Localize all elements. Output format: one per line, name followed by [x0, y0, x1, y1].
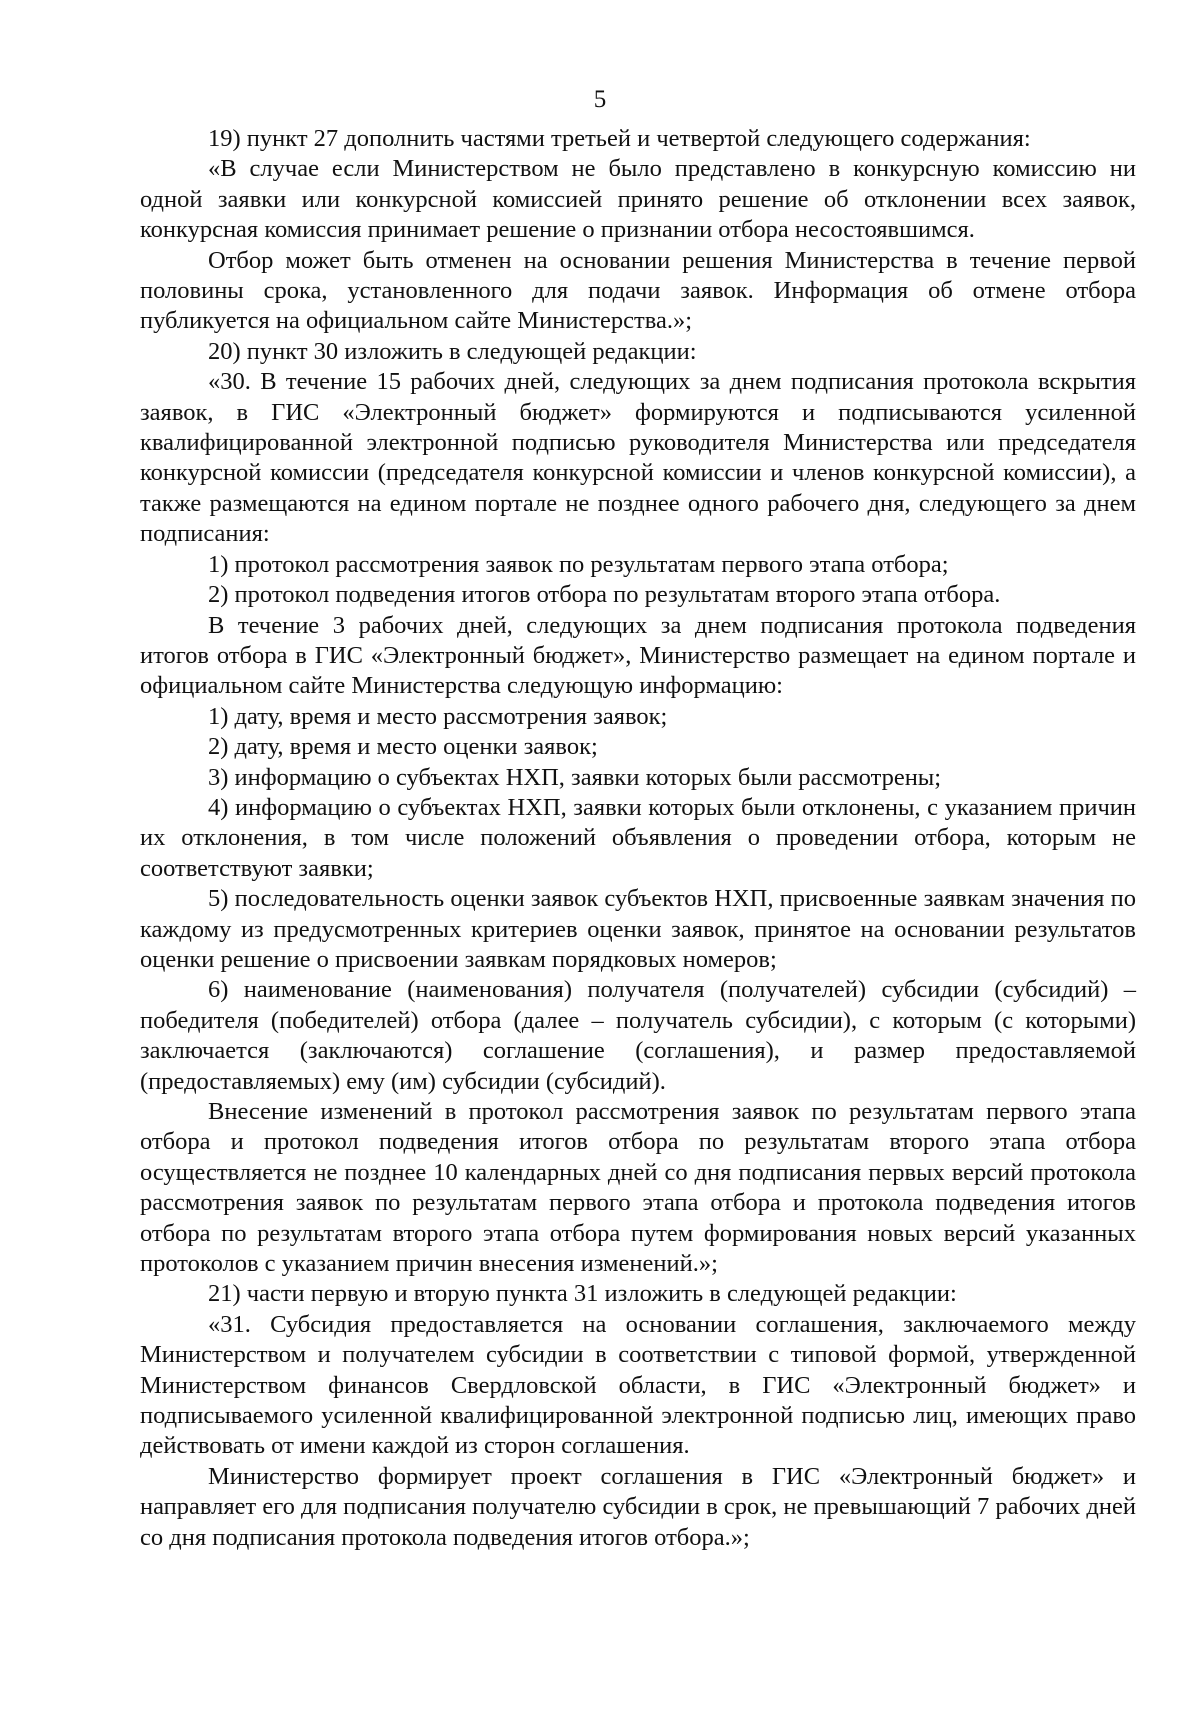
- list-item-info-5: 5) последовательность оценки заявок субъектов НХП, присвоенные заявкам значения по каждому из предусмотренных критериев оценки заявок, принятое на основании результатов оценки решение о присвоении заявкам порядковых номеров;: [140, 885, 1136, 973]
- document-body: [140, 124, 1136, 1553]
- list-item-info-6: 6) наименование (наименования) получателя (получателей) субсидии (субсидий) – победителя (победителей) отбора (далее – получатель субсидии), с которым (с которыми) заключается (заключаются) соглашение (соглашения), и размер предоставляемой (предоставляемых) ему (им) субсидии (субсидий).: [140, 976, 1136, 1095]
- paragraph-agreement-draft: Министерство формирует проект соглашения в ГИС «Электронный бюджет» и направляет его для подписания получателю субсидии в срок, не превышающий 7 рабочих дней со дня подписания протокола подведения итогов отбора.»;: [140, 1462, 1136, 1551]
- quoted-paragraph-point-31: «31. Субсидия предоставляется на основании соглашения, заключаемого между Министерством и получателем субсидии в соответствии с типовой формой, утвержденной Министерством финансов Свердловской области, в ГИС «Электронный бюджет» и подписываемого усиленной квалифицированной электронной подписью лиц, имеющих право действовать от имени каждой из сторон соглашения.: [140, 1310, 1136, 1460]
- paragraph-publication-info: В течение 3 рабочих дней, следующих за днем подписания протокола подведения итогов отбора в ГИС «Электронный бюджет», Министерство размещает на едином портале и официальном сайте Министерства следующую информацию:: [140, 611, 1136, 700]
- list-item-info-3: 3) информацию о субъектах НХП, заявки которых были рассмотрены;: [208, 763, 942, 791]
- quoted-paragraph-no-applications: «В случае если Министерством не было представлено в конкурсную комиссию ни одной заявки или конкурсной комиссией принято решение об отклонении всех заявок, конкурсная комиссия принимает решение о признании отбора несостоявшимся.: [140, 155, 1136, 244]
- list-item-info-1: 1) дату, время и место рассмотрения заявок;: [208, 702, 668, 730]
- quoted-paragraph-point-30: «30. В течение 15 рабочих дней, следующих за днем подписания протокола вскрытия заявок, в ГИС «Электронный бюджет» формируются и подписываются усиленной квалифицированной электронной подписью руководителя Министерства или председателя конкурсной комиссии (председателя конкурсной комиссии и членов конкурсной комиссии), а также размещаются на едином портале не позднее одного рабочего дня, следующего за днем подписания:: [140, 368, 1136, 548]
- paragraph-selection-cancellation: Отбор может быть отменен на основании решения Министерства в течение первой половины срока, установленного для подачи заявок. Информация об отмене отбора публикуется на официальном сайте Министерства.»;: [140, 246, 1136, 335]
- list-item-info-4: 4) информацию о субъектах НХП, заявки которых были отклонены, с указанием причин их отклонения, в том числе положений объявления о проведении отбора, которым не соответствуют заявки;: [140, 793, 1136, 882]
- paragraph-item-21: 21) части первую и вторую пункта 31 изложить в следующей редакции:: [208, 1280, 957, 1308]
- paragraph-protocol-changes: Внесение изменений в протокол рассмотрения заявок по результатам первого этапа отбора и протокол подведения итогов отбора по результатам второго этапа отбора осуществляется не позднее 10 календарных дней со дня подписания первых версий протокола рассмотрения заявок по результатам первого этапа отбора и протокола подведения итогов отбора по результатам второго этапа отбора путем формирования новых версий указанных протоколов с указанием причин внесения изменений.»;: [140, 1098, 1136, 1278]
- list-item-protocol-2: 2) протокол подведения итогов отбора по результатам второго этапа отбора.: [208, 581, 1001, 609]
- page-number: 5: [593, 86, 607, 113]
- paragraph-item-20: 20) пункт 30 изложить в следующей редакции:: [208, 337, 697, 365]
- paragraph-item-19: 19) пункт 27 дополнить частями третьей и четвертой следующего содержания:: [208, 125, 1031, 152]
- list-item-info-2: 2) дату, время и место оценки заявок;: [208, 733, 598, 761]
- list-item-protocol-1: 1) протокол рассмотрения заявок по результатам первого этапа отбора;: [208, 550, 949, 578]
